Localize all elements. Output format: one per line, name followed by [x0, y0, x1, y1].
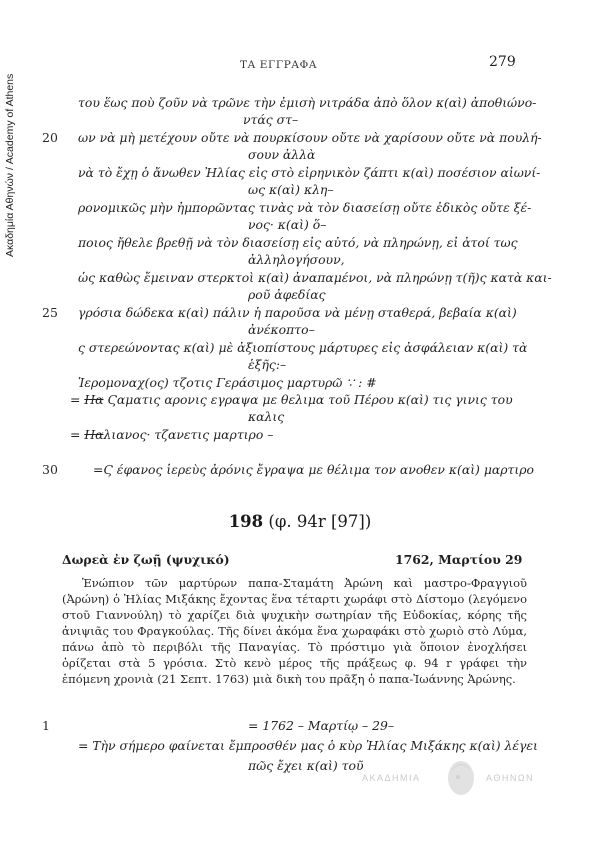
text-line: νος· κ(αὶ) ὅ– — [248, 217, 327, 232]
text-line: του ἕως ποὺ ζοῦν νὰ τρῶνε τὴν ἐμισὴ νιτράδα ἀπὸ ὅλον κ(αὶ) ἀποθιώνο- — [78, 95, 537, 110]
signature-line: =Ϛ έφανος ἱερεὺς ἀρόνις ἔγραψα με θέλιμα τον ανοθεν κ(αὶ) μαρτιρο — [93, 462, 534, 477]
text-line: ρονομικῶς μὴν ἠμπορῶντας τινὰς νὰ τὸν διασείσῃ οὔτε ἐδικὸς οὔτε ξέ- — [78, 200, 532, 215]
document-type: Δωρεὰ ἐν ζωῇ (ψυχικό) — [62, 552, 230, 567]
document-regest — [62, 575, 527, 687]
text-line: γρόσια δώδεκα κ(αὶ) πάλιν ἡ παροῦσα νὰ μένῃ σταθερά, βεβαία κ(αὶ) — [78, 305, 517, 320]
watermark-left-text: ΑΚΑΔΗΜΙΑ — [362, 773, 421, 783]
text-line: καλις — [248, 409, 285, 424]
academy-watermark — [362, 758, 542, 798]
document-date: 1762, Μαρτίου 29 — [395, 552, 523, 567]
athena-head-icon — [444, 758, 478, 798]
signature-line: = Ηα Ϛαματις αρονις εγραψα με θελιμα τοῦ Πέρου κ(αὶ) τις γινις του — [70, 392, 513, 407]
regest-paragraph: Ἐνώπιον τῶν μαρτύρων παπα-Σταμάτη Ἀρώνη καὶ μαστρο-Φραγγιοῦ (Ἀρώνη) ὁ Ἠλίας Μιξάκης ἔχοντας ἕνα τέταρτι χωράφι στὸ Δίστομο (λεγόμενο στοῦ Γιαννούλη) τὸ χαρίζει διὰ ψυχικὴν σωτηρίαν τῆς Εὐδοκίας, κόρης τῆς ἀνιψιᾶς του Φραγκούλας. Τῆς δίνει ἀκόμα ἕνα χωραφάκι στὸ χωριὸ στὸ Λύμα, πάνω ἀπὸ τὸ περιβόλι τῆς Παναγίας. Τὸ πρόστιμο γιὰ ὅποιον ἐνοχλήσει ὁρίζεται στὰ 5 γρόσια. Στὸ κενὸ μέρος τῆς πράξεως φ. 94 r γράφει τὴν ἑπόμενη χρονιὰ (21 Σεπτ. 1763) μιὰ δικὴ του πρᾶξη ὁ παπα-Ἰωάννης Ἀρώνης. — [62, 576, 527, 686]
text-line: πῶς ἔχει κ(αὶ) τοῦ — [248, 758, 364, 773]
line-number: 25 — [42, 305, 58, 320]
line-number: 30 — [42, 462, 58, 477]
document-heading — [0, 512, 600, 531]
text-line: ντάς στ– — [243, 112, 299, 127]
text-line: ὡς καθὼς ἔμειναν στερκτοὶ κ(αὶ) ἀναπαμένοι, νὰ πληρώνῃ τ(ῆ)ς κατὰ και- — [78, 270, 552, 285]
text-line: σουν ἀλλὰ — [248, 147, 316, 162]
running-title: ΤΑ ΕΓΓΡΑΦΑ — [240, 59, 317, 71]
document-number: 198 — [228, 512, 264, 531]
text-line: ποιος ἤθελε βρεθῇ νὰ τὸν διασείσῃ εἰς αὐτό, νὰ πληρώνῃ, εἰ ἀτοί τως — [78, 235, 518, 250]
text-line: ἑξῆς:– — [248, 357, 287, 372]
signature-line: Ἱερομοναχ(ος) τζοτις Γεράσιμος μαρτυρῶ ∵ : # — [78, 375, 377, 390]
text-line: ἀλληλογήσουν, — [248, 252, 345, 267]
page-number: 279 — [489, 54, 516, 70]
document-folio: (φ. 94r [97]) — [268, 512, 372, 531]
text-line: ἀνέκοπτο– — [248, 322, 315, 337]
text-line: = Τὴν σήμερο φαίνεται ἔμπροσθέν μας ὁ κὺρ Ἠλίας Μιξάκης κ(αὶ) λέγει — [78, 738, 538, 753]
line-number: 20 — [42, 130, 58, 145]
text-line: ροῦ ἀφεδίας — [248, 287, 326, 302]
text-line: ως κ(αὶ) κλη– — [248, 182, 334, 197]
text-line: νὰ τὸ ἔχῃ ὁ ἄνωθεν Ἠλίας εἰς στὸ εἰρηνικὸν ζάπτι κ(αὶ) ποσέσιον αἰωνί- — [78, 165, 541, 180]
watermark-right-text: ΑΘΗΝΩΝ — [486, 773, 535, 783]
signature-line: = Ηαλιανος· τζανετις μαρτιρο – — [70, 427, 274, 442]
text-line: ς στερεώνοντας κ(αὶ) μὲ ἀξιοπίστους μάρτυρες εἰς ἀσφάλειαν κ(αὶ) τὰ — [78, 340, 528, 355]
archive-sidebar-label: Ακαδημία Αθηνών / Academy of Athens — [4, 73, 16, 257]
text-line: = 1762 – Μαρτίῳ – 29– — [248, 718, 395, 733]
text-line: ων νὰ μὴ μετέχουν οὔτε νὰ πουρκίσουν οὔτε νὰ χαρίσουν οὔτε νὰ πουλή- — [78, 130, 542, 145]
line-number: 1 — [42, 718, 50, 733]
